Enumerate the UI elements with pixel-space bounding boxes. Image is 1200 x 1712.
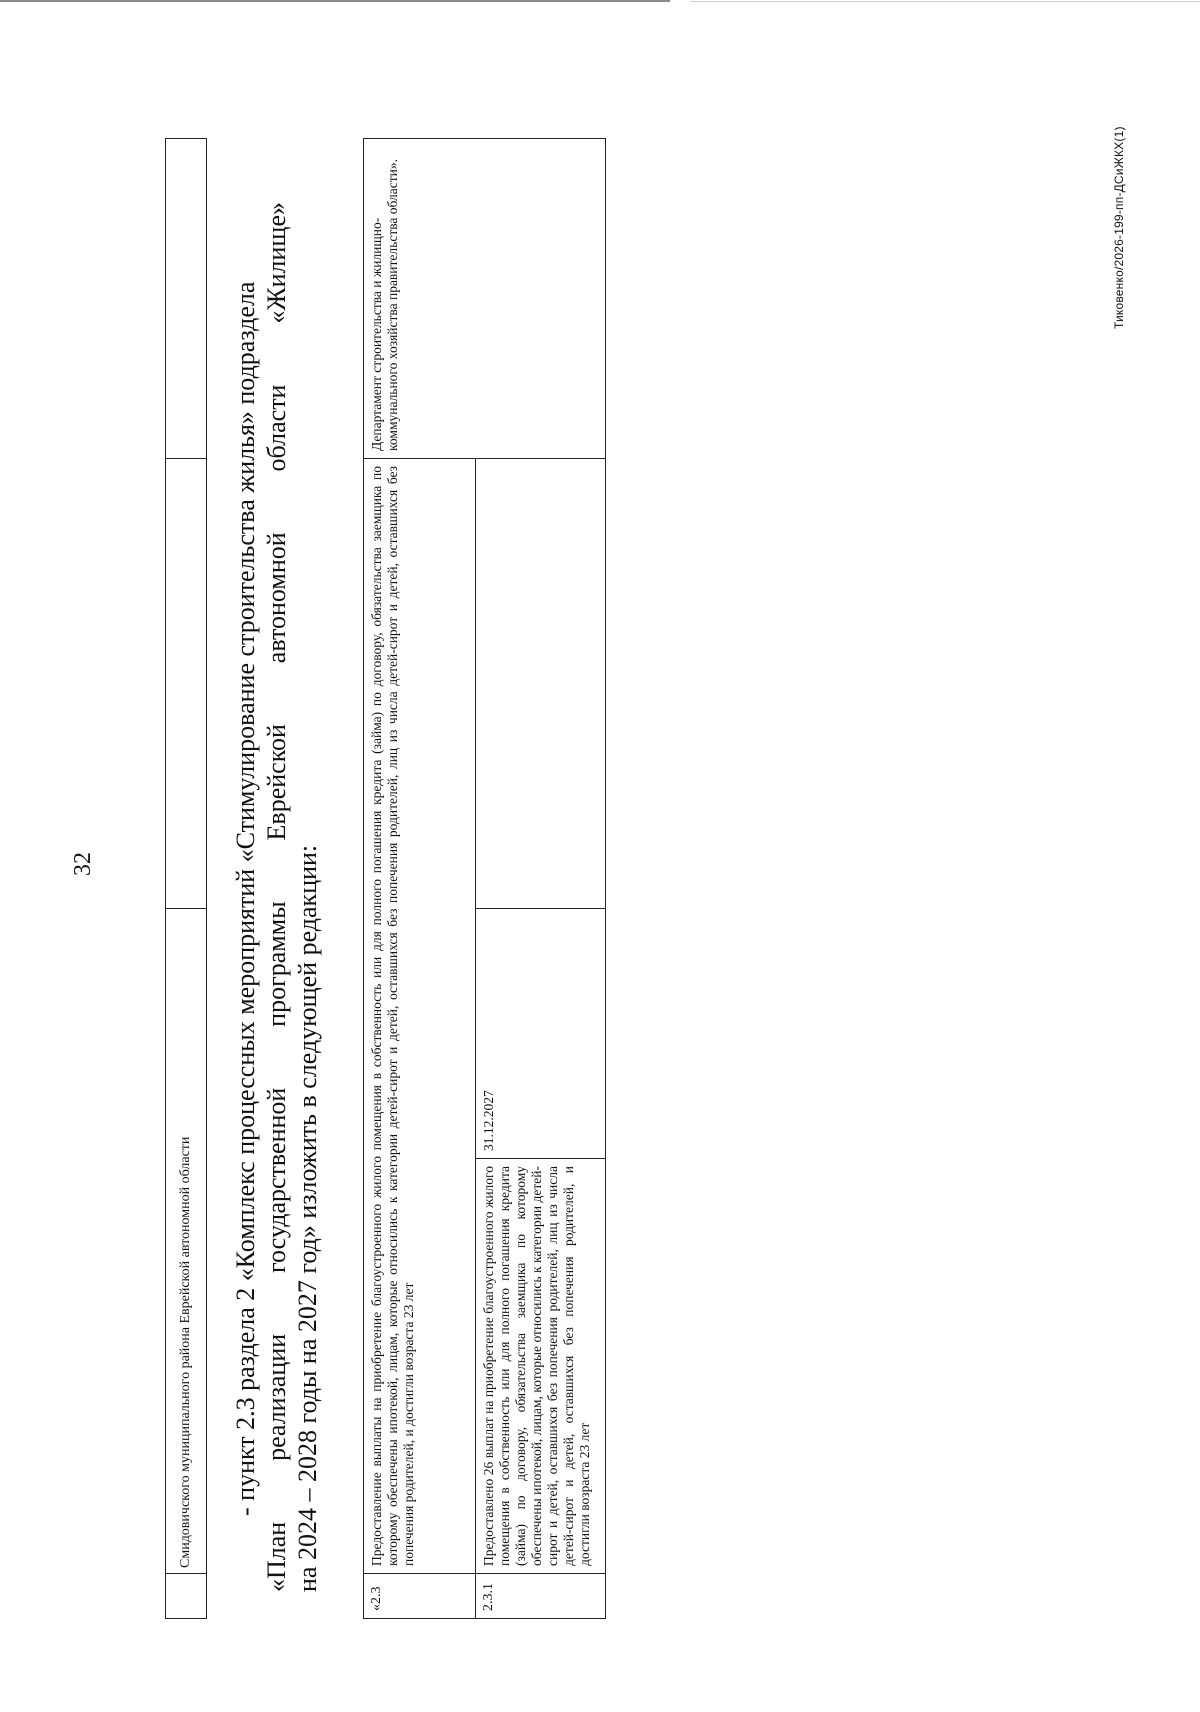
intro-line-2: «План реализации государственной программы Еврейской автономной области «Жилище» bbox=[262, 202, 291, 1592]
page-number: 32 bbox=[70, 852, 96, 876]
header-cell-label: Смидовичского муниципального района Еврейской автономной области bbox=[166, 909, 207, 1574]
measures-table bbox=[363, 138, 606, 1619]
row-description: Предоставлено 26 выплат на приобретение благоустроенного жилого помещения в собственность или для полного погашения кредита (займа) по договору, обязательства заемщика по которому обеспечены ипотекой, лицам, которые относились к категории детей-сирот и детей, оставшихся без попечения родителей, лиц из числа детей-сирот и детей, оставшихся без попечения родителей, и достигли возраста 23 лет bbox=[476, 1159, 606, 1574]
document-stamp-id: Тиковенко/2026-199-пп-ДСиЖКХ(1) bbox=[1112, 126, 1126, 329]
row-deadline: 31.12.2027 bbox=[476, 909, 606, 1159]
table-row bbox=[364, 138, 476, 1618]
amendment-intro bbox=[230, 202, 323, 1592]
header-cell-empty bbox=[166, 139, 207, 459]
intro-line-3: на 2024 – 2028 годы на 2027 год» изложить в следующей редакции: bbox=[293, 844, 322, 1592]
header-cell-empty bbox=[166, 459, 207, 909]
responsible-executor: Департамент строительства и жилищно-коммунального хозяйства правительства области». bbox=[364, 138, 606, 458]
header-table bbox=[165, 138, 207, 1619]
row-description: Предоставление выплаты на приобретение благоустроенного жилого помещения в собственность или для полного погашения кредита (займа) по договору, обязательства заемщика по которому обеспечены ипотекой, лицам, которые относились к категории детей-сирот и детей, оставшихся без попечения родителей, лиц из числа детей-сирот и детей, оставшихся без попечения родителей, и достигли возраста 23 лет bbox=[364, 458, 476, 1573]
row-empty-cell bbox=[476, 458, 606, 908]
row-number: «2.3 bbox=[364, 1574, 476, 1619]
intro-line-1: - пункт 2.3 раздела 2 «Комплекс процессных мероприятий «Стимулирование строительства жилья» подраздела bbox=[231, 281, 260, 1516]
header-table-row bbox=[166, 139, 207, 1619]
row-number: 2.3.1 bbox=[476, 1574, 606, 1619]
header-cell-empty bbox=[166, 1574, 207, 1619]
